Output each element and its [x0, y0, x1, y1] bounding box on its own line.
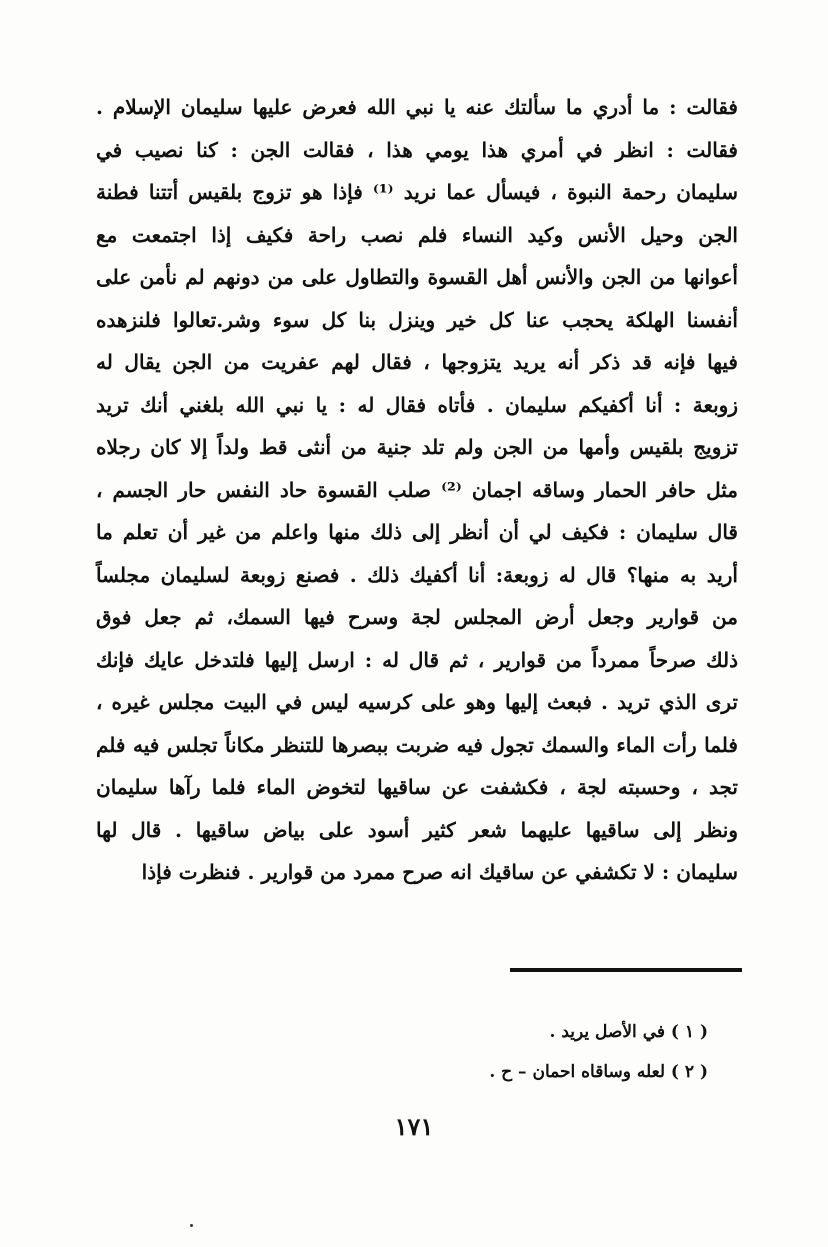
text-line: ونظر إلى ساقيها عليهما شعر كثير أسود على بياض ساقيها . قال لها: [96, 817, 738, 842]
text-line: من قوارير وجعل أرض المجلس لجة وسرح فيها السمك، ثم جعل فوق: [96, 605, 738, 629]
text-line: سليمان رحمة النبوة ، فيسأل عما نريد ⁽¹⁾ فإذا هو تزوج بلقيس أتتنا فطنة: [96, 180, 739, 204]
text-line: أنفسنا الهلكة يحجب عنا كل خير وينزل بنا كل سوء وشر.تعالوا فلنزهده: [96, 307, 738, 332]
text-line: أعوانها من الجن والأنس أهل القسوة والتطاول على من دونهم لم نأمن على: [96, 265, 738, 289]
footnote-2: ( ٢ ) لعله وساقاه احمان – ح .: [489, 1062, 708, 1082]
page-number: ١٧١: [394, 1112, 434, 1141]
text-line: تزويج بلقيس وأمها من الجن ولم تلد جنية من أنثى قط ولداً إلا كان رجلاه: [96, 435, 738, 459]
footnote-divider: [510, 968, 742, 972]
text-line: أريد به منها؟ قال له زوبعة: أنا أكفيك ذلك . فصنع زوبعة لسليمان مجلساً: [96, 562, 738, 587]
footnote-1: ( ١ ) في الأصل يريد .: [549, 1022, 708, 1042]
text-line: الجن وحيل الأنس وكيد النساء فلم نصب راحة فكيف إذا اجتمعت مع: [96, 222, 738, 247]
text-line: زوبعة : أنا أكفيكم سليمان . فأتاه فقال له : يا نبي الله بلغني أنك تريد: [96, 392, 738, 417]
text-line: فلما رأت الماء والسمك تجول فيه ضربت ببصرها للتنظر مكاناً تجلس فيه فلم: [96, 732, 738, 757]
text-line: ذلك صرحاً ممرداً من قوارير ، ثم قال له : ارسل إليها فلتدخل عايك فإنك: [96, 647, 738, 672]
text-line: فيها فإنه قد ذكر أنه يريد يتزوجها ، فقال لهم عفريت من الجن يقال له: [96, 350, 738, 374]
text-line: فقالت : انظر في أمري هذا يومي هذا ، فقالت الجن : كنا نصيب في: [96, 137, 738, 162]
ink-speck: [190, 1224, 193, 1227]
text-line: تجد ، وحسبته لجة ، فكشفت عن ساقيها لتخوض الماء فلما رآها سليمان: [96, 775, 738, 799]
text-line: سليمان : لا تكشفي عن ساقيك انه صرح ممرد من قوارير . فنظرت فإذا: [141, 860, 738, 884]
main-text-block: [96, 86, 738, 894]
footnotes-block: [208, 1012, 708, 1092]
text-line: مثل حافر الحمار وساقه اجمان ⁽²⁾ صلب القسوة حاد النفس حار الجسم ،: [96, 477, 738, 502]
text-line: ترى الذي تريد . فبعث إليها وهو على كرسيه ليس في البيت مجلس غيره ،: [96, 690, 738, 714]
text-line: قال سليمان : فكيف لي أن أنظر إلى ذلك منها واعلم من غير أن تعلم ما: [96, 520, 738, 544]
text-line: فقالت : ما أدري ما سألتك عنه يا نبي الله فعرض عليها سليمان الإسلام .: [96, 95, 738, 119]
